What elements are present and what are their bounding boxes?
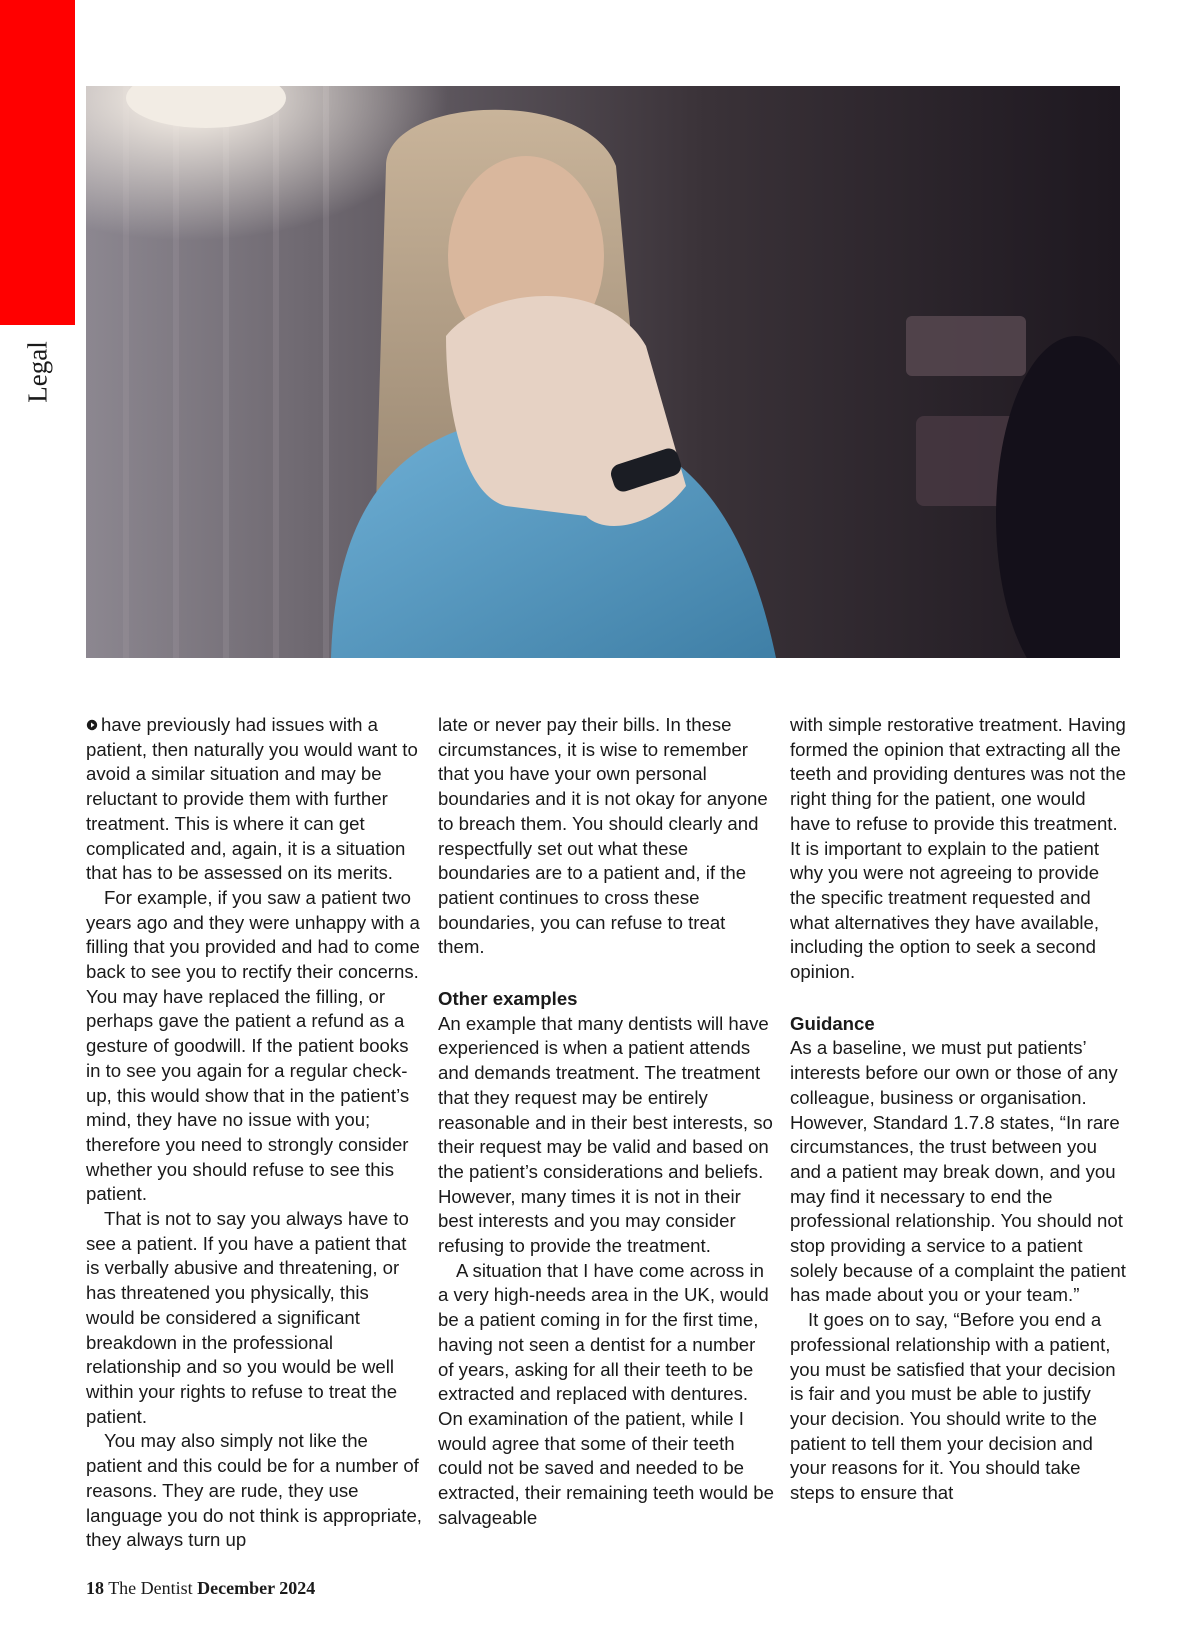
subheading: Other examples bbox=[438, 988, 578, 1010]
photo-dental-nurse-covering-face bbox=[86, 86, 1120, 658]
paragraph bbox=[86, 713, 422, 886]
publication-name: The Dentist bbox=[108, 1578, 193, 1598]
paragraph: For example, if you saw a patient two years ago and they were unhappy with a filling that you provided and had to come back to see you to rectify their concerns. You may have replaced the filling, or perhaps gave the patient a refund as a gesture of goodwill. If the patient books in to see you again for a regular check-up, this would show that in the patient’s mind, they have no issue with you; therefore you need to strongly consider whether you should refuse to see this patient. bbox=[86, 886, 420, 1205]
page-number: 18 bbox=[86, 1578, 104, 1598]
paragraph: A situation that I have come across in a very high-needs area in the UK, would be a patient coming in for the first time, having not seen a dentist for a number of years, asking for all their teeth to be extracted and replaced with dentures. On examination of the patient, while I would agree that some of their teeth could not be saved and needed to be extracted, their remaining teeth would be salvageable bbox=[438, 1259, 774, 1528]
article-column-1 bbox=[86, 713, 422, 1553]
paragraph: You may also simply not like the patient and this could be for a number of reasons. They are rude, they use language you do not think is appropriate, they always turn up bbox=[86, 1430, 422, 1551]
paragraph: As a baseline, we must put patients’ interests before our own or those of any colleague, business or organisation. However, Standard 1.7.8 states, “In rare circumstances, the trust between you and a patient may break down, and you may find it necessary to end the professional relationship. You should not stop providing a service to a patient solely because of a complaint the patient has made about you or your team.” bbox=[790, 1037, 1126, 1306]
page-footer bbox=[86, 1578, 315, 1599]
paragraph: An example that many dentists will have experienced is when a patient attends and demands treatment. The treatment that they request may be entirely reasonable and in their best interests, so their request may be valid and based on the patient’s considerations and beliefs. However, many times it is not in their best interests and you may consider refusing to provide the treatment. bbox=[438, 1012, 773, 1257]
issue-date: December 2024 bbox=[197, 1578, 316, 1598]
subheading: Guidance bbox=[790, 1012, 875, 1034]
paragraph: That is not to say you always have to see a patient. If you have a patient that is verbally abusive and threatening, or has threatened you physically, this would be considered a significant breakdown in the professional relationship and so you would be well within your rights to refuse to treat the patient. bbox=[86, 1208, 409, 1427]
paragraph: It goes on to say, “Before you end a professional relationship with a patient, you must be satisfied that your decision is fair and you must be able to justify your decision. You should write to the patient to tell them your decision and your reasons for it. You should take steps to ensure that bbox=[790, 1309, 1116, 1504]
section-color-tab bbox=[0, 0, 75, 325]
paragraph: with simple restorative treatment. Having formed the opinion that extracting all the teeth and providing dentures was not the right thing for the patient, one would have to refuse to provide this treatment. It is important to explain to the patient why you were not agreeing to provide the specific treatment requested and what alternatives they have available, including the option to seek a second opinion. bbox=[790, 714, 1126, 983]
continuation-arrow-icon bbox=[86, 719, 98, 731]
paragraph-text: have previously had issues with a patient, then naturally you would want to avoid a similar situation and may be reluctant to provide them with further treatment. This is where it can get complicated and, again, it is a situation that has to be assessed on its merits. bbox=[86, 714, 418, 884]
article-column-3 bbox=[790, 713, 1126, 1506]
section-label: Legal bbox=[22, 341, 53, 403]
article-photo bbox=[86, 86, 1120, 658]
paragraph: late or never pay their bills. In these circumstances, it is wise to remember that you have your own personal boundaries and it is not okay for anyone to breach them. You should clearly and respectfully set out what these boundaries are to a patient and, if the patient continues to cross these boundaries, you can refuse to treat them. bbox=[438, 714, 768, 958]
article-column-2 bbox=[438, 713, 774, 1531]
